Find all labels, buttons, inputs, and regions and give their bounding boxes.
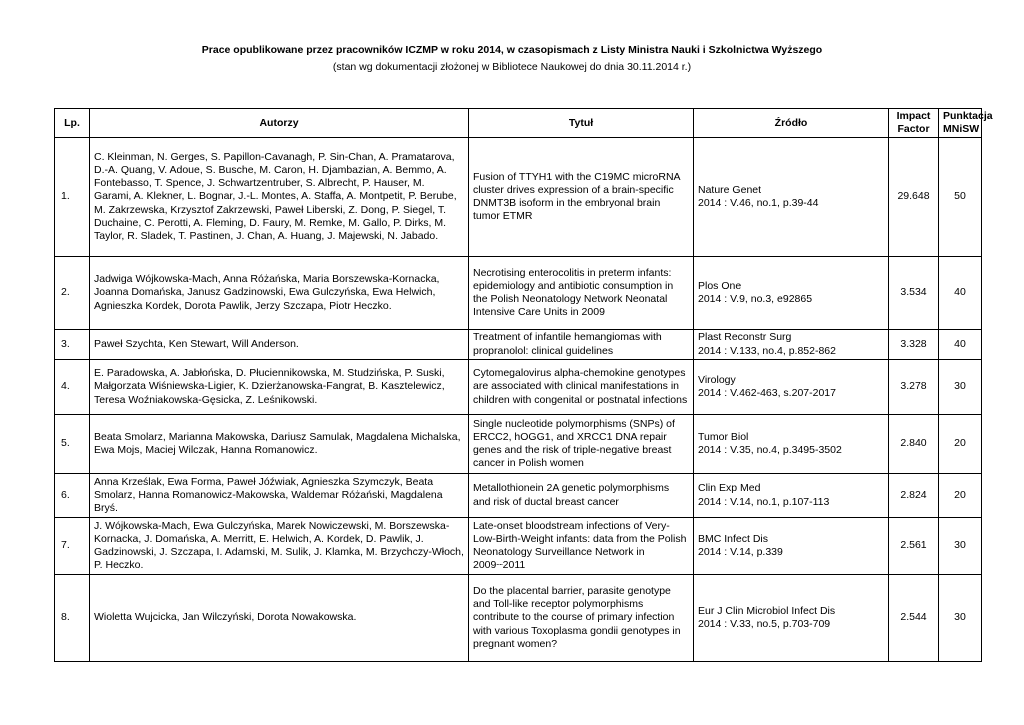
- row-number: 2.: [55, 257, 90, 330]
- source-cell: [694, 138, 889, 257]
- title-cell: Fusion of TTYH1 with the C19MC microRNA cluster drives expression of a brain-specific DNMT3B isoform in the embryonal brain tumor ETMR: [469, 138, 694, 257]
- table-row: [55, 138, 982, 257]
- source-journal: Plast Reconstr Surg: [698, 331, 792, 344]
- points-cell: 30: [939, 518, 982, 575]
- authors-cell: J. Wójkowska-Mach, Ewa Gulczyńska, Marek Nowiczewski, M. Borszewska-Kornacka, J. Domańska, A. Merritt, E. Helwich, A. Kordek, D. Pawlik, J. Gadzinowski, J. Szczapa, I. Adamski, M. Sulik, J. Klamka, M. Brzychczy-Włoch, P. Heczko.: [90, 518, 469, 575]
- source-journal: Nature Genet: [698, 183, 762, 196]
- row-number: 6.: [55, 474, 90, 518]
- source-cell: [694, 360, 889, 415]
- impact-factor-cell: 2.840: [889, 415, 939, 474]
- impact-factor-cell: 2.561: [889, 518, 939, 575]
- source-cell: [694, 415, 889, 474]
- source-details: 2014 : V.133, no.4, p.852-862: [698, 344, 836, 357]
- source-details: 2014 : V.14, p.339: [698, 546, 783, 558]
- points-cell: 30: [939, 575, 982, 662]
- authors-cell: Anna Krześlak, Ewa Forma, Paweł Jóźwiak, Agnieszka Szymczyk, Beata Smolarz, Hanna Romanowicz-Makowska, Waldemar Różański, Magdalena Bryś.: [90, 474, 469, 518]
- column-header-points: Punktacja MNiSW: [939, 109, 982, 138]
- source-journal: BMC Infect Dis: [698, 532, 769, 545]
- table-header-row: [55, 109, 982, 138]
- source-details: 2014 : V.33, no.5, p.703-709: [698, 618, 831, 630]
- row-number: 4.: [55, 360, 90, 415]
- row-number: 1.: [55, 138, 90, 257]
- points-cell: 30: [939, 360, 982, 415]
- source-details: 2014 : V.9, no.3, e92865: [698, 293, 813, 305]
- title-cell: Single nucleotide polymorphisms (SNPs) of ERCC2, hOGG1, and XRCC1 DNA repair genes and the risk of triple-negative breast cancer in Polish women: [469, 415, 694, 474]
- points-cell: 40: [939, 257, 982, 330]
- impact-factor-cell: 3.534: [889, 257, 939, 330]
- table-row: [55, 518, 982, 575]
- page-title: Prace opublikowane przez pracowników ICZMP w roku 2014, w czasopismach z Listy Ministra Nauki i Szkolnictwa Wyższego: [201, 44, 823, 56]
- impact-factor-cell: 29.648: [889, 138, 939, 257]
- row-number: 5.: [55, 415, 90, 474]
- source-journal: Tumor Biol: [698, 430, 749, 443]
- source-details: 2014 : V.14, no.1, p.107-113: [698, 495, 830, 508]
- source-details: 2014 : V.462-463, s.207-2017: [698, 387, 836, 399]
- title-cell: Treatment of infantile hemangiomas with propranolol: clinical guidelines: [469, 330, 694, 360]
- row-number: 8.: [55, 575, 90, 662]
- points-cell: 20: [939, 415, 982, 474]
- source-journal: Virology: [698, 373, 736, 386]
- table-row: [55, 330, 982, 360]
- authors-cell: E. Paradowska, A. Jabłońska, D. Płuciennikowska, M. Studzińska, P. Suski, Małgorzata Wiśniewska-Ligier, K. Dzierżanowska-Fangrat, B. Kasztelewicz, Teresa Woźniakowska-Gęsicka, Z. Leśnikowski.: [90, 360, 469, 415]
- source-journal: Clin Exp Med: [698, 482, 761, 495]
- source-cell: [694, 330, 889, 360]
- table-row: [55, 474, 982, 518]
- title-cell: Do the placental barrier, parasite genotype and Toll-like receptor polymorphisms contribute to the course of primary infection with various Toxoplasma gondii genotypes in pregnant women?: [469, 575, 694, 662]
- impact-factor-cell: 2.824: [889, 474, 939, 518]
- title-cell: Necrotising enterocolitis in preterm infants: epidemiology and antibiotic consumption in the Polish Neonatology Network Neonatal Intensive Care Units in 2009: [469, 257, 694, 330]
- source-details: 2014 : V.46, no.1, p.39-44: [698, 197, 819, 209]
- publications-table: [54, 108, 993, 662]
- authors-cell: Wioletta Wujcicka, Jan Wilczyński, Dorota Nowakowska.: [90, 575, 469, 662]
- title-cell: Cytomegalovirus alpha-chemokine genotypes are associated with clinical manifestations in children with congenital or postnatal infections: [469, 360, 694, 415]
- points-cell: 50: [939, 138, 982, 257]
- source-details: 2014 : V.35, no.4, p.3495-3502: [698, 444, 842, 456]
- column-header-source: Źródło: [694, 109, 889, 138]
- impact-factor-cell: 3.278: [889, 360, 939, 415]
- points-cell: 40: [939, 330, 982, 360]
- authors-cell: Paweł Szychta, Ken Stewart, Will Anderson.: [90, 330, 469, 360]
- source-journal: Plos One: [698, 279, 742, 292]
- table-row: [55, 360, 982, 415]
- source-cell: [694, 518, 889, 575]
- table-row: [55, 257, 982, 330]
- source-cell: [694, 474, 889, 518]
- authors-cell: Jadwiga Wójkowska-Mach, Anna Różańska, Maria Borszewska-Kornacka, Joanna Domańska, Janusz Gadzinowski, Ewa Gulczyńska, Ewa Helwich, Agnieszka Kordek, Dorota Pawlik, Jerzy Szczapa, Piotr Heczko.: [90, 257, 469, 330]
- column-header-authors: Autorzy: [90, 109, 469, 138]
- column-header-title: Tytuł: [469, 109, 694, 138]
- authors-cell: Beata Smolarz, Marianna Makowska, Dariusz Samulak, Magdalena Michalska, Ewa Mojs, Maciej Wilczak, Hanna Romanowicz.: [90, 415, 469, 474]
- points-cell: 20: [939, 474, 982, 518]
- source-cell: [694, 575, 889, 662]
- table-row: [55, 415, 982, 474]
- table-row: [55, 575, 982, 662]
- page-subtitle: (stan wg dokumentacji złożonej w Bibliotece Naukowej do dnia 30.11.2014 r.): [332, 61, 692, 73]
- row-number: 3.: [55, 330, 90, 360]
- column-header-impact-factor: Impact Factor: [889, 109, 939, 138]
- source-cell: [694, 257, 889, 330]
- impact-factor-cell: 2.544: [889, 575, 939, 662]
- title-cell: Late-onset bloodstream infections of Very-Low-Birth-Weight infants: data from the Polish Neonatology Surveillance Network in 2009┈2011: [469, 518, 694, 575]
- source-journal: Eur J Clin Microbiol Infect Dis: [698, 604, 836, 617]
- title-cell: Metallothionein 2A genetic polymorphisms and risk of ductal breast cancer: [469, 474, 694, 518]
- row-number: 7.: [55, 518, 90, 575]
- column-header-lp: Lp.: [55, 109, 90, 138]
- authors-cell: C. Kleinman, N. Gerges, S. Papillon-Cavanagh, P. Sin-Chan, A. Pramatarova, D.-A. Quang, V. Adoue, S. Busche, M. Caron, H. Djambazian, A. Bemmo, A. Fontebasso, T. Spence, J. Schwartzentruber, S. Albrecht, P. Hauser, M. Garami, A. Klekner, L. Bognar, J.-L. Montes, A. Staffa, A. Montpetit, P. Berube, M. Zakrzewska, Krzysztof Zakrzewski, Paweł Liberski, Z. Dong, P. Siegel, T. Duchaine, C. Perotti, A. Fleming, D. Faury, M. Remke, M. Gallo, P. Dirks, M. Taylor, R. Sladek, T. Pastinen, J. Chan, A. Huang, J. Majewski, N. Jabado.: [90, 138, 469, 257]
- impact-factor-cell: 3.328: [889, 330, 939, 360]
